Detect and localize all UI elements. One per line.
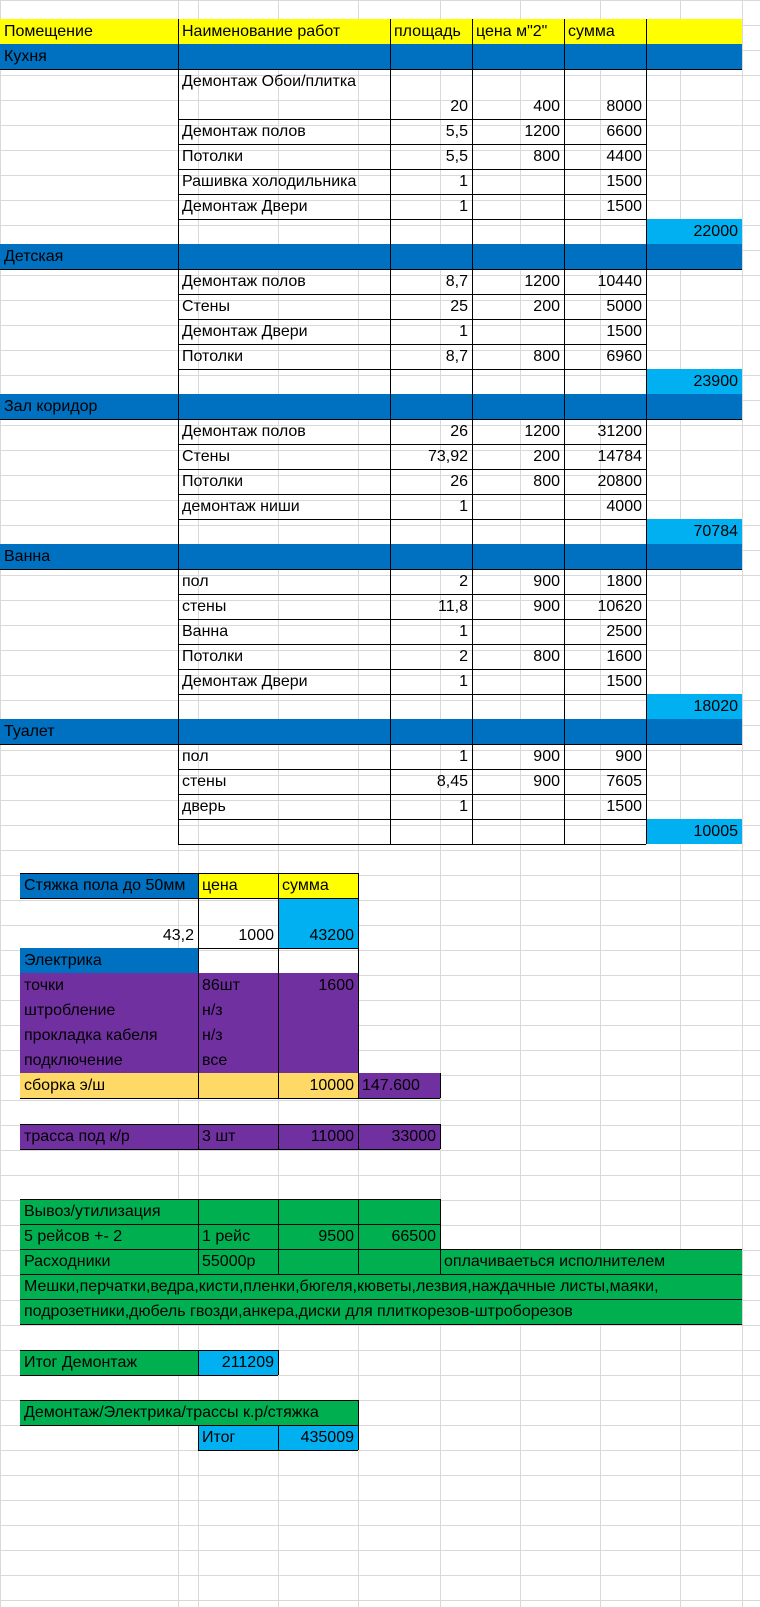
area-value[interactable]: 11,8 <box>438 598 468 615</box>
price-value[interactable] <box>472 619 564 644</box>
cell-border <box>198 973 199 1073</box>
work-name[interactable]: стены <box>182 598 227 615</box>
cell-border <box>390 44 391 69</box>
sum-value[interactable]: 4400 <box>606 148 642 165</box>
cell-border <box>358 873 359 948</box>
cell-border <box>564 744 565 844</box>
room-total[interactable]: 10005 <box>646 819 742 844</box>
room-band-cell[interactable] <box>390 544 472 569</box>
area-value[interactable]: 8,7 <box>445 273 468 290</box>
header-extra[interactable] <box>646 19 742 44</box>
area-value[interactable]: 5,5 <box>445 148 468 165</box>
gridline <box>0 1525 760 1526</box>
header-sum[interactable]: сумма <box>564 19 646 44</box>
cell-border <box>20 1149 440 1150</box>
work-name[interactable]: Рашивка холодильника <box>182 173 357 190</box>
gridline <box>0 1150 760 1151</box>
route-label[interactable]: трасса под к/р <box>20 1124 198 1149</box>
electric-row-label[interactable]: точки <box>20 973 198 998</box>
sum-value[interactable]: 1500 <box>606 673 642 690</box>
gridline <box>0 0 1 1607</box>
cell-border <box>646 244 647 269</box>
sum-value[interactable]: 1800 <box>606 573 642 590</box>
cell-border <box>178 694 646 695</box>
cell-border <box>646 69 647 244</box>
cell-border <box>278 1425 279 1450</box>
gridline <box>0 1500 760 1501</box>
cell-border <box>198 1450 358 1451</box>
gridline <box>0 1550 760 1551</box>
electric-row-qty[interactable]: н/з <box>198 998 278 1023</box>
cell-border <box>178 394 179 419</box>
cell-border <box>358 1400 359 1450</box>
cell-border <box>472 719 473 744</box>
cell-border <box>198 873 199 948</box>
price-value[interactable]: 800 <box>533 473 560 490</box>
cell-border <box>278 1199 279 1274</box>
price-value[interactable]: 400 <box>533 98 560 115</box>
cell-border <box>20 1400 358 1401</box>
removal-blank[interactable] <box>358 1199 440 1224</box>
sum-value[interactable]: 4000 <box>606 498 642 515</box>
work-name[interactable]: Демонтаж полов <box>182 423 306 440</box>
cell-border <box>390 544 391 569</box>
area-value[interactable]: 26 <box>450 423 468 440</box>
room-band-cell[interactable] <box>472 719 564 744</box>
work-name[interactable]: дверь <box>182 798 226 815</box>
sum-value[interactable]: 31200 <box>597 423 642 440</box>
consumables-list-2[interactable]: подрозетники,дюбель гвозди,анкера,диски для плиткорезов-штроборезов <box>20 1299 742 1324</box>
cell-border <box>198 1199 199 1274</box>
cell-border <box>198 1073 199 1098</box>
screed-area[interactable]: 43,2 <box>162 927 194 944</box>
price-value[interactable] <box>472 794 564 819</box>
cell-border <box>20 1098 440 1099</box>
area-value[interactable]: 2 <box>459 573 468 590</box>
electric-row-sum[interactable]: 1600 <box>278 973 358 998</box>
area-value[interactable]: 1 <box>459 673 468 690</box>
cell-border <box>178 219 646 220</box>
header-room[interactable]: Помещение <box>0 19 178 44</box>
price-value[interactable] <box>472 669 564 694</box>
trips-label[interactable]: 5 рейсов +- 2 <box>20 1224 198 1249</box>
room-band-cell[interactable] <box>646 719 742 744</box>
room-band-cell[interactable] <box>646 394 742 419</box>
area-value[interactable]: 1 <box>459 623 468 640</box>
work-name[interactable]: пол <box>182 748 209 765</box>
cell-border <box>278 1124 279 1149</box>
electric-row-qty[interactable]: 86шт <box>198 973 278 998</box>
area-value[interactable]: 5,5 <box>445 123 468 140</box>
price-value[interactable]: 1200 <box>524 123 560 140</box>
work-name[interactable]: стены <box>182 773 227 790</box>
cell-border <box>278 948 279 973</box>
cell-border <box>20 1199 440 1200</box>
work-name[interactable]: Потолки <box>182 648 244 665</box>
cell-border <box>472 744 473 844</box>
cell-border <box>178 744 179 844</box>
electric-row-qty[interactable]: н/з <box>198 1023 278 1048</box>
area-value[interactable]: 2 <box>459 648 468 665</box>
room-band-cell[interactable] <box>646 544 742 569</box>
sum-value[interactable]: 1500 <box>606 798 642 815</box>
price-value[interactable] <box>472 319 564 344</box>
header-area[interactable]: площадь <box>390 19 472 44</box>
screed-sum-label[interactable]: сумма <box>278 873 358 898</box>
screed-sum[interactable]: 43200 <box>278 898 358 948</box>
price-value[interactable]: 1200 <box>524 273 560 290</box>
electric-total[interactable]: 147.600 <box>358 1073 440 1098</box>
sum-value[interactable]: 20800 <box>597 473 642 490</box>
gridline <box>0 850 760 851</box>
electric-blank[interactable] <box>198 948 278 973</box>
cell-border <box>278 1350 279 1375</box>
gridline <box>0 1475 760 1476</box>
room-total[interactable]: 18020 <box>646 694 742 719</box>
work-name[interactable]: Демонтаж полов <box>182 273 306 290</box>
cell-border <box>564 719 565 744</box>
sum-value[interactable]: 5000 <box>606 298 642 315</box>
sum-value[interactable]: 10440 <box>597 273 642 290</box>
sum-value[interactable]: 2500 <box>606 623 642 640</box>
cell-border <box>646 269 647 394</box>
cell-border <box>472 44 473 69</box>
area-value[interactable]: 1 <box>459 498 468 515</box>
cell-border <box>564 394 565 419</box>
electric-row-qty[interactable]: все <box>198 1048 278 1073</box>
room-name[interactable]: Туалет <box>0 719 178 744</box>
cell-border <box>390 569 391 719</box>
grand-total[interactable]: 435009 <box>278 1425 358 1450</box>
trips-sum[interactable]: 66500 <box>358 1224 440 1249</box>
room-band-cell[interactable] <box>178 244 390 269</box>
price-value[interactable]: 200 <box>533 448 560 465</box>
cell-border <box>178 419 179 544</box>
work-name[interactable]: демонтаж ниши <box>182 498 300 515</box>
cell-border <box>440 1124 441 1149</box>
electric-row-sum[interactable] <box>278 998 358 1023</box>
cell-border <box>358 1073 359 1098</box>
screed-price-label[interactable]: цена <box>198 873 278 898</box>
removal-title[interactable]: Вывоз/утилизация <box>20 1199 198 1224</box>
price-value[interactable] <box>472 494 564 519</box>
work-name[interactable]: Потолки <box>182 348 244 365</box>
electric-blank[interactable] <box>278 948 358 973</box>
assembly-sum[interactable]: 10000 <box>278 1073 358 1098</box>
sum-value[interactable]: 14784 <box>597 448 642 465</box>
consumables-list-1[interactable]: Мешки,перчатки,ведра,кисти,пленки,бюгеля,кюветы,лезвия,наждачные листы,маяки, <box>20 1274 742 1299</box>
area-value[interactable]: 26 <box>450 473 468 490</box>
consumables-label[interactable]: Расходники <box>20 1249 198 1274</box>
cell-border <box>198 1425 199 1450</box>
cell-border <box>358 1199 359 1274</box>
cell-border <box>198 1124 199 1149</box>
electric-row-label[interactable]: подключение <box>20 1048 198 1073</box>
cell-border <box>178 544 179 569</box>
sum-value[interactable]: 1600 <box>606 648 642 665</box>
room-band-cell[interactable] <box>390 719 472 744</box>
cell-border <box>178 69 179 244</box>
removal-blank[interactable] <box>278 1199 358 1224</box>
cell-border <box>390 69 391 244</box>
cell-border <box>198 1350 199 1375</box>
room-total[interactable]: 23900 <box>646 369 742 394</box>
cell-border <box>178 519 646 520</box>
sum-value[interactable]: 6600 <box>606 123 642 140</box>
room-total[interactable]: 70784 <box>646 519 742 544</box>
cell-border <box>390 244 391 269</box>
cell-border <box>564 419 565 544</box>
work-name[interactable]: Демонтаж Двери <box>182 198 308 215</box>
cell-border <box>646 19 647 44</box>
cell-border <box>472 69 473 244</box>
cell-border <box>472 19 473 44</box>
room-band-cell[interactable] <box>390 244 472 269</box>
demolition-total-label[interactable]: Итог Демонтаж <box>20 1350 198 1375</box>
cell-border <box>178 19 179 44</box>
cell-border <box>390 269 391 394</box>
area-value[interactable]: 1 <box>459 198 468 215</box>
cell-border <box>646 744 647 844</box>
cell-border <box>20 1350 278 1351</box>
area-value[interactable]: 8,7 <box>445 348 468 365</box>
price-value[interactable]: 800 <box>533 648 560 665</box>
room-name[interactable]: Кухня <box>0 44 178 69</box>
cell-border <box>198 948 199 973</box>
room-band-cell[interactable] <box>472 244 564 269</box>
combined-label[interactable]: Демонтаж/Электрика/трассы к.р/стяжка <box>20 1400 358 1425</box>
cell-border <box>20 1324 742 1325</box>
cell-border <box>472 544 473 569</box>
cell-border <box>20 898 358 899</box>
cell-border <box>646 44 647 69</box>
gridline <box>0 1100 760 1101</box>
cell-border <box>178 369 646 370</box>
area-value[interactable]: 1 <box>459 798 468 815</box>
cell-border <box>564 569 565 719</box>
price-value[interactable] <box>472 169 564 194</box>
cell-border <box>564 244 565 269</box>
room-band-cell[interactable] <box>564 544 646 569</box>
cell-border <box>358 1124 359 1149</box>
consumables-amount[interactable]: 55000р <box>198 1249 278 1274</box>
room-band-cell[interactable] <box>390 394 472 419</box>
cell-border <box>390 419 391 544</box>
cell-border <box>20 1224 440 1225</box>
gridline <box>0 1325 760 1326</box>
cell-border <box>472 569 473 719</box>
cell-border <box>390 719 391 744</box>
price-value[interactable]: 900 <box>533 773 560 790</box>
assembly-label[interactable]: сборка э/ш <box>20 1073 198 1098</box>
room-name[interactable]: Зал коридор <box>0 394 178 419</box>
sum-value[interactable]: 1500 <box>606 198 642 215</box>
cell-border <box>358 973 359 1073</box>
cell-border <box>20 1425 358 1426</box>
cell-border <box>390 394 391 419</box>
trips-unit[interactable]: 1 рейс <box>198 1224 278 1249</box>
cell-border <box>646 394 647 419</box>
assembly-blank[interactable] <box>198 1073 278 1098</box>
route-qty[interactable]: 3 шт <box>198 1124 278 1149</box>
cell-border <box>564 544 565 569</box>
cell-border <box>20 1375 278 1376</box>
sum-value[interactable]: 7605 <box>606 773 642 790</box>
cell-border <box>564 69 565 244</box>
work-name[interactable]: Демонтаж Обои/плитка <box>182 73 357 90</box>
room-band-cell[interactable] <box>178 544 390 569</box>
price-value[interactable]: 800 <box>533 148 560 165</box>
room-band-cell[interactable] <box>472 394 564 419</box>
electric-row-label[interactable]: прокладка кабеля <box>20 1023 198 1048</box>
cell-border <box>440 1073 441 1098</box>
gridline <box>0 1450 760 1451</box>
area-value[interactable]: 25 <box>450 298 468 315</box>
cell-border <box>646 544 647 569</box>
room-band-cell[interactable] <box>564 719 646 744</box>
cell-border <box>20 1299 742 1300</box>
room-name[interactable]: Ванна <box>0 544 178 569</box>
room-band-cell[interactable] <box>178 394 390 419</box>
electric-row-sum[interactable] <box>278 1048 358 1073</box>
price-value[interactable]: 900 <box>533 573 560 590</box>
electric-title[interactable]: Электрика <box>20 948 198 973</box>
screed-price[interactable]: 1000 <box>238 927 274 944</box>
trips-price[interactable]: 9500 <box>278 1224 358 1249</box>
room-band-cell[interactable] <box>472 44 564 69</box>
electric-row-label[interactable]: штробление <box>20 998 198 1023</box>
room-band-cell[interactable] <box>178 719 390 744</box>
cell-border <box>278 873 279 948</box>
price-value[interactable]: 900 <box>533 598 560 615</box>
price-value[interactable] <box>472 194 564 219</box>
cell-border <box>178 244 179 269</box>
cell-border <box>358 948 359 973</box>
cell-border <box>20 1124 440 1125</box>
work-name[interactable]: Демонтаж Двери <box>182 673 308 690</box>
cell-border <box>178 844 646 845</box>
cell-border <box>646 419 647 544</box>
work-name[interactable]: пол <box>182 573 209 590</box>
work-name[interactable]: Ванна <box>182 623 229 640</box>
cell-border <box>472 269 473 394</box>
cell-border <box>472 419 473 544</box>
work-name[interactable]: Потолки <box>182 148 244 165</box>
gridline <box>0 1600 760 1601</box>
sum-value[interactable]: 6960 <box>606 348 642 365</box>
cell-border <box>646 719 647 744</box>
area-value[interactable]: 73,92 <box>427 448 468 465</box>
removal-blank[interactable] <box>198 1199 278 1224</box>
consumables-blank[interactable] <box>278 1249 358 1274</box>
area-value[interactable]: 1 <box>459 748 468 765</box>
room-band-cell[interactable] <box>472 544 564 569</box>
cell-border <box>440 1199 441 1274</box>
room-band-cell[interactable] <box>646 244 742 269</box>
room-band-cell[interactable] <box>178 44 390 69</box>
screed-title[interactable]: Стяжка пола до 50мм <box>20 873 198 898</box>
cell-border <box>390 19 391 44</box>
sum-value[interactable]: 1500 <box>606 323 642 340</box>
sum-value[interactable]: 10620 <box>597 598 642 615</box>
work-name[interactable]: Потолки <box>182 473 244 490</box>
cell-border <box>178 819 646 820</box>
gridline <box>742 0 743 1607</box>
cell-border <box>178 44 179 69</box>
price-value[interactable]: 900 <box>533 748 560 765</box>
cell-border <box>278 973 279 1073</box>
cell-border <box>472 394 473 419</box>
room-band-cell[interactable] <box>564 244 646 269</box>
cell-border <box>472 244 473 269</box>
cell-border <box>564 44 565 69</box>
room-band-cell[interactable] <box>390 44 472 69</box>
work-name[interactable]: Стены <box>182 298 230 315</box>
electric-row-sum[interactable] <box>278 1023 358 1048</box>
route-sum[interactable]: 33000 <box>358 1124 440 1149</box>
room-total[interactable]: 22000 <box>646 219 742 244</box>
header-work[interactable]: Наименование работ <box>178 19 390 44</box>
room-band-cell[interactable] <box>564 44 646 69</box>
area-value[interactable]: 8,45 <box>436 773 468 790</box>
demolition-total[interactable]: 211209 <box>198 1350 278 1375</box>
work-name[interactable]: Демонтаж полов <box>182 123 306 140</box>
price-value[interactable]: 1200 <box>524 423 560 440</box>
cell-border <box>178 569 179 719</box>
cell-border <box>178 269 179 394</box>
cell-border <box>564 269 565 394</box>
consumables-blank[interactable] <box>358 1249 440 1274</box>
price-value[interactable]: 200 <box>533 298 560 315</box>
cell-border <box>20 1249 742 1250</box>
cell-border <box>390 744 391 844</box>
cell-border <box>646 569 647 719</box>
sum-value[interactable]: 900 <box>615 748 642 765</box>
grand-total-label[interactable]: Итог <box>198 1425 278 1450</box>
room-name[interactable]: Детская <box>0 244 178 269</box>
cell-border <box>178 719 179 744</box>
work-name[interactable]: Стены <box>182 448 230 465</box>
header-price[interactable]: цена м"2" <box>472 19 564 44</box>
area-value[interactable]: 1 <box>459 173 468 190</box>
cell-border <box>564 19 565 44</box>
gridline <box>0 0 760 1</box>
work-name[interactable]: Демонтаж Двери <box>182 323 308 340</box>
sum-value[interactable]: 1500 <box>606 173 642 190</box>
area-value[interactable]: 1 <box>459 323 468 340</box>
route-price[interactable]: 11000 <box>278 1124 358 1149</box>
cell-border <box>20 1274 742 1275</box>
room-band-cell[interactable] <box>564 394 646 419</box>
gridline <box>0 1575 760 1576</box>
cell-border <box>20 873 358 874</box>
gridline <box>0 1175 760 1176</box>
area-value[interactable]: 20 <box>450 98 468 115</box>
price-value[interactable]: 800 <box>533 348 560 365</box>
cell-border <box>278 1073 279 1098</box>
sum-value[interactable]: 8000 <box>606 98 642 115</box>
room-band-cell[interactable] <box>646 44 742 69</box>
consumables-note[interactable]: оплачиваеться исполнителем <box>440 1249 742 1274</box>
